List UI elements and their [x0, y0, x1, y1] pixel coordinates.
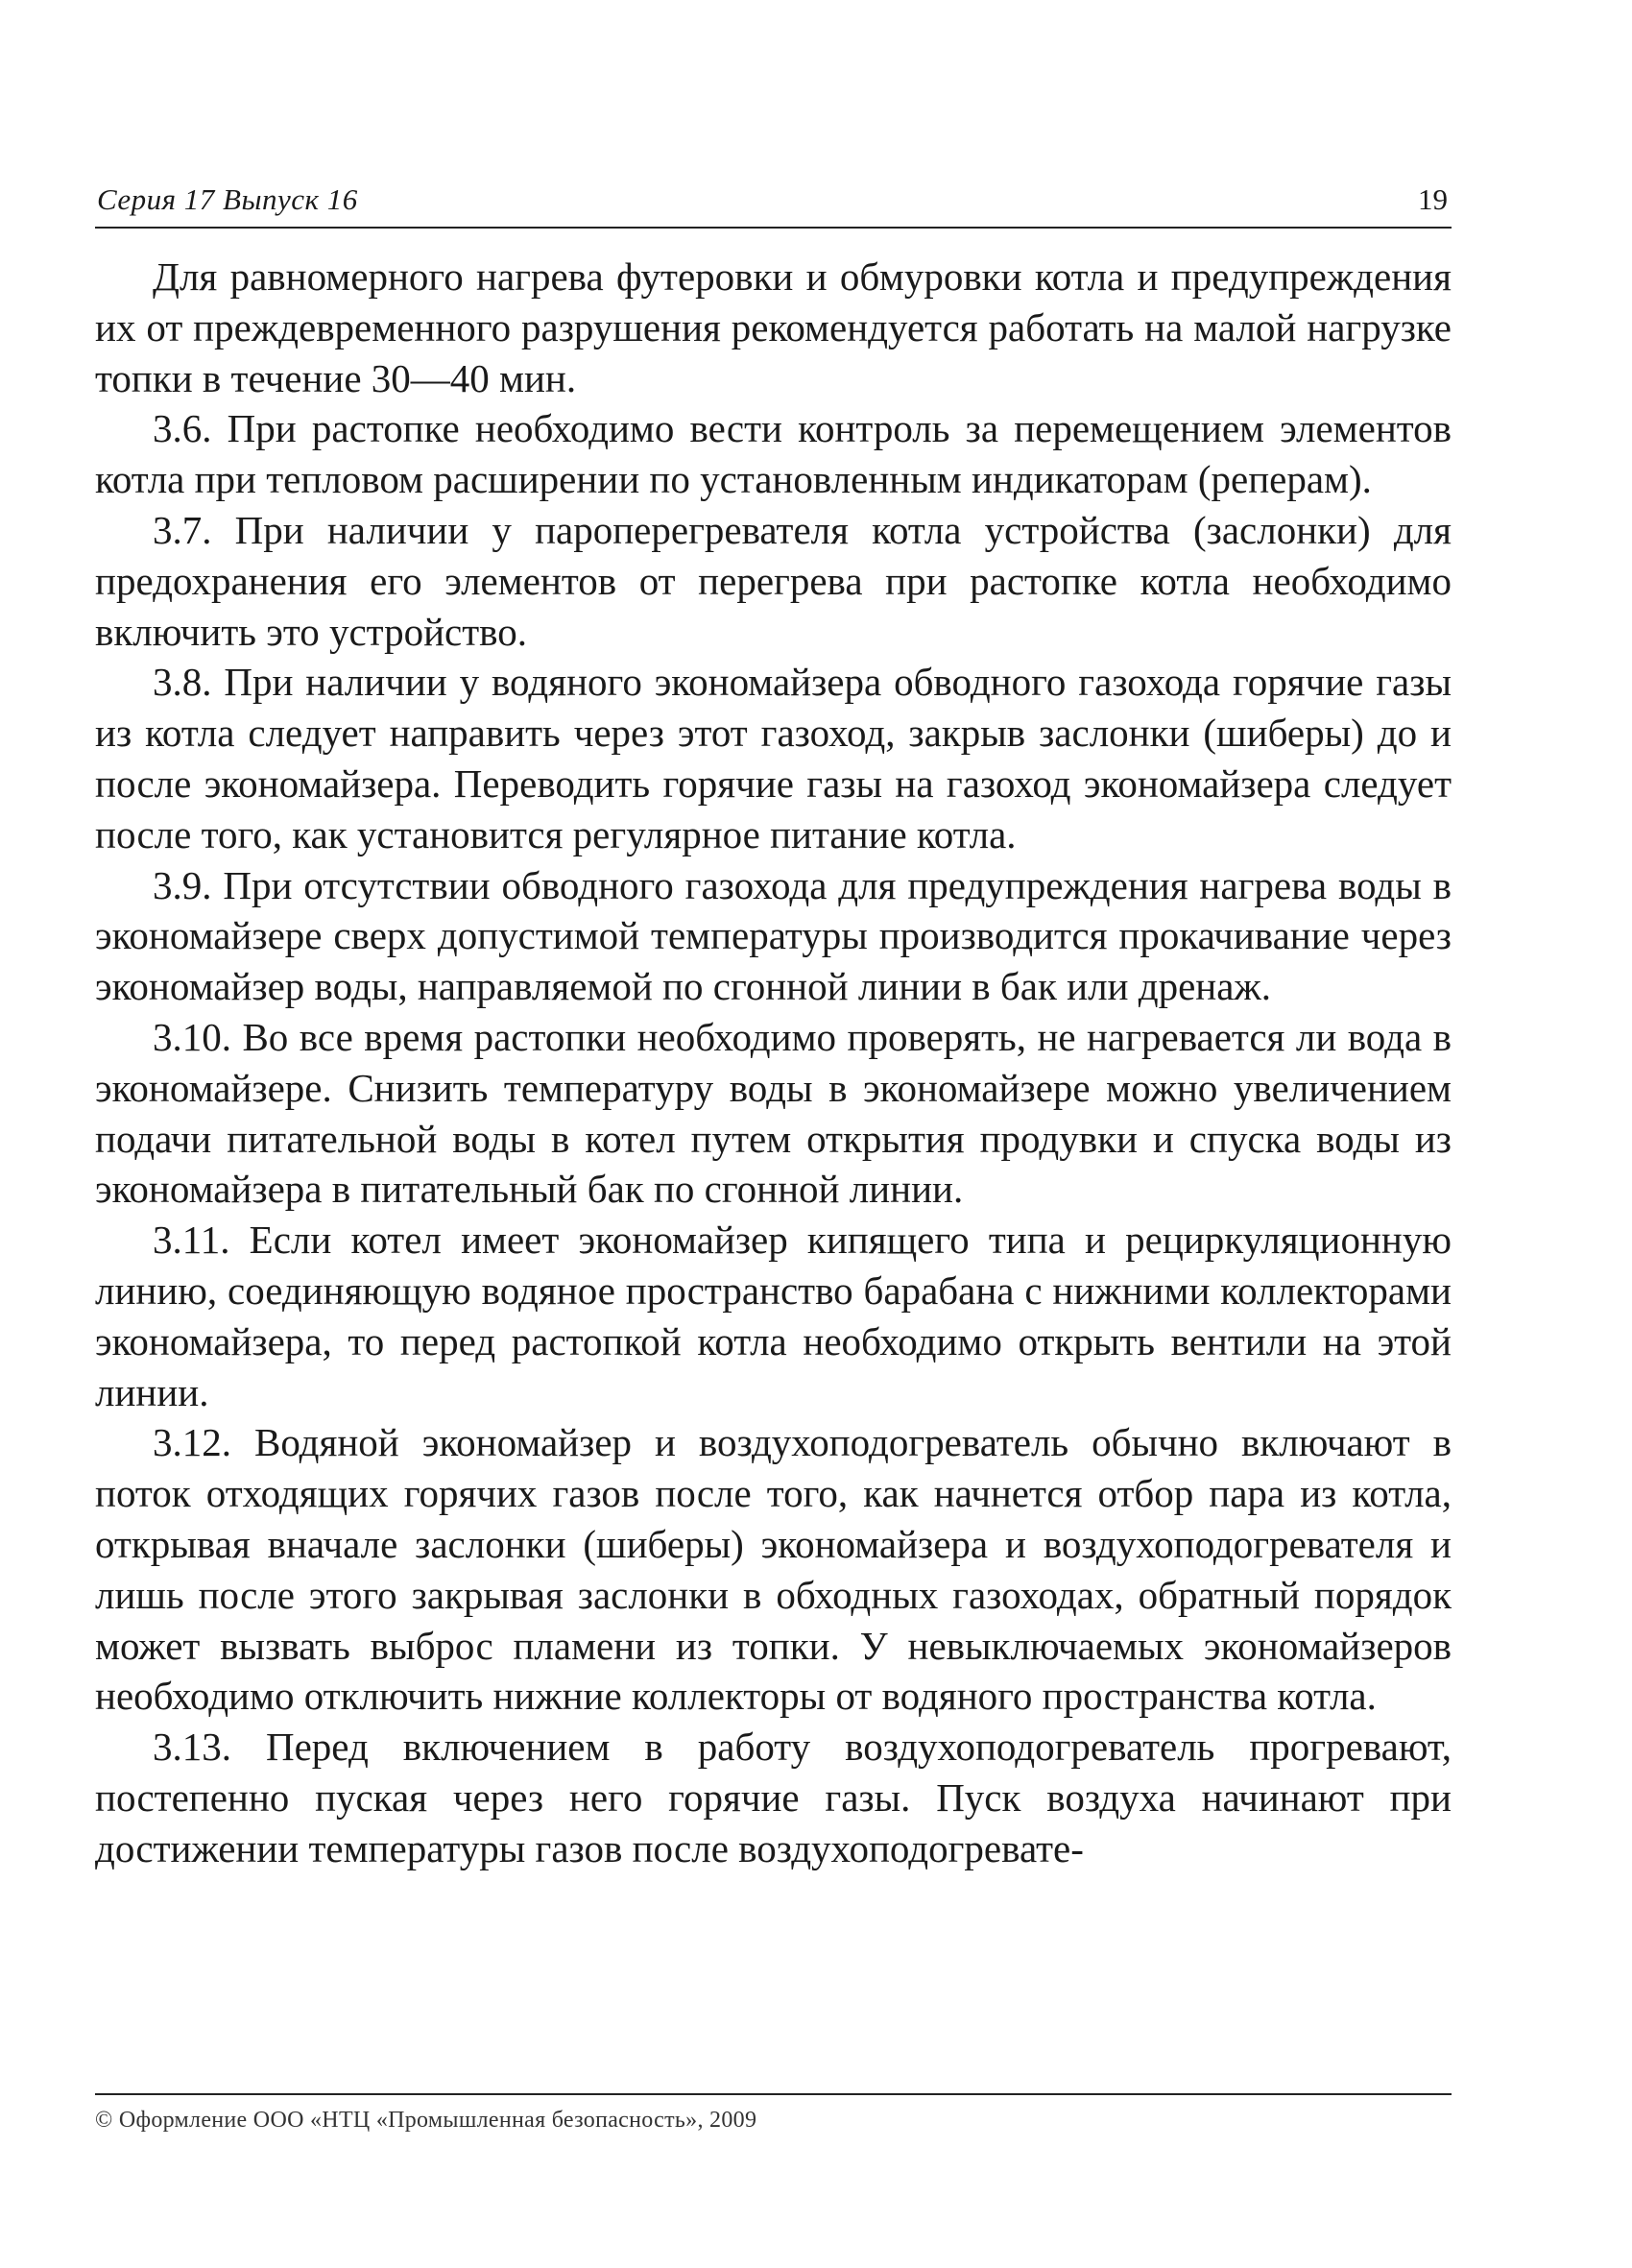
paragraph-3-12: 3.12. Водяной экономайзер и воздухоподогреватель обычно включают в поток отходящих горячих газов после того, как начнется отбор пара из котла, открывая вначале заслонки (шиберы) экономайзера и воздухоподогревателя и лишь после этого закрывая заслонки в обходных газоходах, обратный порядок может вызвать выброс пламени из топки. У невыключаемых экономайзеров необходимо отключить нижние коллекторы от водяного пространства котла.	[95, 1420, 1452, 1719]
paragraph-3-7: 3.7. При наличии у пароперегревателя котла устройства (заслонки) для предохранения его элементов от перегрева при растопке котла необходимо включить это устройство.	[95, 507, 1452, 654]
paragraph-3-6: 3.6. При растопке необходимо вести контроль за перемещением элементов котла при тепловом расширении по установленным индикаторам (реперам).	[95, 406, 1452, 502]
footer-divider	[95, 2093, 1452, 2095]
page-header	[95, 181, 1452, 229]
paragraph-3-9: 3.9. При отсутствии обводного газохода для предупреждения нагрева воды в экономайзере сверх допустимой температуры производится прокачивание через экономайзер воды, направляемой по сгонной линии в бак или дренаж.	[95, 862, 1452, 1009]
paragraph-3-8: 3.8. При наличии у водяного экономайзера обводного газохода горячие газы из котла следует направить через этот газоход, закрыв заслонки (шиберы) до и после экономайзера. Переводить горячие газы на газоход экономайзера следует после того, как установится регулярное питание котла.	[95, 660, 1452, 857]
series-title: Серия 17 Выпуск 16	[97, 182, 358, 216]
paragraph-intro: Для равномерного нагрева футеровки и обмуровки котла и предупреждения их от преждевременного разрушения рекомендуется работать на малой нагрузке топки в течение 30—40 мин.	[95, 254, 1452, 400]
footer-copyright: © Оформление ООО «НТЦ «Промышленная безопасность», 2009	[95, 2108, 757, 2133]
paragraph-3-13: 3.13. Перед включением в работу воздухоподогреватель прогревают, постепенно пуская через него горячие газы. Пуск воздуха начинают при достижении температуры газов после воздухоподогревате-	[95, 1725, 1452, 1870]
body-text	[95, 252, 1452, 1874]
page-number: 19	[1418, 182, 1448, 216]
paragraph-3-10: 3.10. Во все время растопки необходимо проверять, не нагревается ли вода в экономайзере. Снизить температуру воды в экономайзере можно увеличением подачи питательной воды в котел путем открытия продувки и спуска воды из экономайзера в питательный бак по сгонной линии.	[95, 1014, 1452, 1212]
paragraph-3-11: 3.11. Если котел имеет экономайзер кипящего типа и рециркуляционную линию, соединяющую водяное пространство барабана с нижними коллекторами экономайзера, то перед растопкой котла необходимо открыть вентили на этой линии.	[95, 1218, 1452, 1414]
